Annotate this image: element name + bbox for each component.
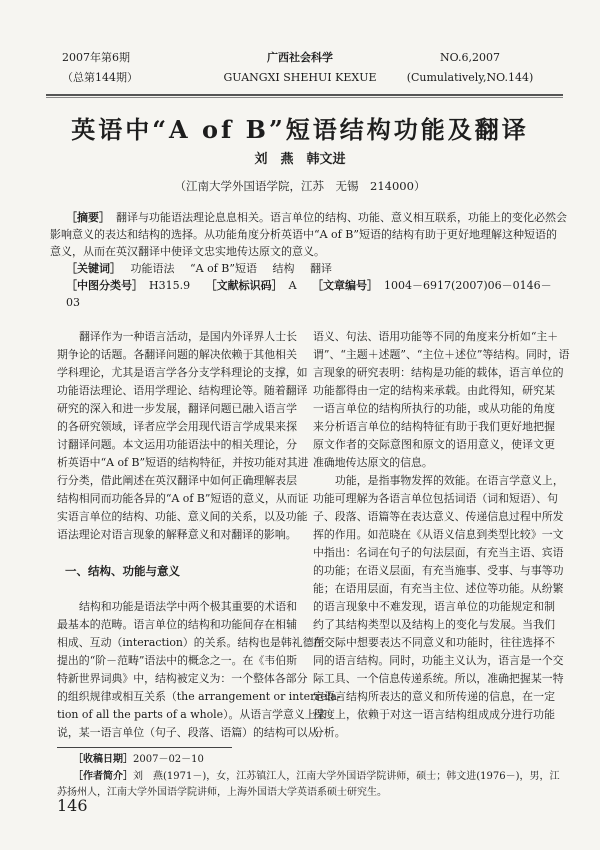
author-bio-line [57, 769, 560, 786]
section-heading: 一、结构、功能与意义 [65, 564, 180, 578]
text-line: 言现象的研究表明：结构是功能的载体，语言单位的 [313, 366, 564, 379]
issue-info-cn [62, 48, 138, 88]
text-line: 的组织规律或相互关系（the arrangement or interrela- [57, 690, 341, 703]
right-column [313, 328, 570, 742]
journal-name-en: GUANGXI SHEHUI KEXUE [223, 71, 377, 84]
paragraph [313, 472, 564, 742]
article-title: 英语中“A of B”短语结构功能及翻译 [71, 115, 529, 144]
keyword: 翻译 [309, 262, 332, 275]
text-line: 分析。 [313, 726, 346, 739]
bio-text: 刘 燕(1971－)，女，江苏镇江人，江南大学外国语学院讲师，硕士；韩文进(1976－)，男，江 [133, 770, 560, 782]
text-line: 在交际中想要表达不同意义和功能时，往往选择不 [313, 636, 555, 649]
text-line: 一语言单位的结构所执行的功能，或从功能的角度 [313, 402, 555, 415]
clc-value: H315.9 [149, 279, 191, 292]
text-line: 翻译作为一种语言活动，是国内外译界人士长 [79, 330, 297, 343]
footnote-rule [57, 747, 232, 748]
text-line: 功能可理解为各语言单位包括词语（词和短语）、句 [313, 492, 559, 505]
text-line: 子、段落、语篇等在表达意义、传递信息过程中所发 [313, 510, 564, 523]
text-line: 的各研究领域，译者应学会用现代语言学成果来探 [57, 420, 297, 433]
article-no-label: ［文章编号］ [312, 279, 379, 292]
issue-info-en [400, 48, 540, 88]
cumulative-issue-cn: （总第144期） [62, 71, 138, 84]
footnotes [57, 752, 560, 802]
text-line: 结构相同而功能各异的“A of B”短语的意义，从而证 [57, 492, 309, 505]
text-line: 挥的作用。如范晓在《从语义信息到类型比较》一文 [313, 528, 564, 541]
text-line: 功能，是指事物发挥的效能。在语言学意义上， [335, 474, 564, 487]
received-label: ［收稿日期］ [73, 754, 133, 765]
article-authors: 刘 燕 韩文进 [254, 152, 346, 167]
article-no-value: 1004－6917(2007)06－0146－03 [66, 279, 552, 309]
text-line: 相成、互动（interaction）的关系。结构也是韩礼德所 [57, 636, 325, 649]
header-rule [46, 94, 563, 96]
text-line: 准确地传达原文的信息。 [313, 456, 433, 469]
issue-number-cn: 2007年第6期 [62, 51, 130, 64]
text-line: 来分析语言单位的结构特征有助于我们更好地把握 [313, 420, 555, 433]
text-line: 定语言结构所表达的意义和所传递的信息，在一定 [313, 690, 555, 703]
keyword: 结构 [272, 262, 295, 275]
cumulative-issue-en: (Cumulatively,NO.144) [406, 71, 534, 84]
text-line: 说，某一语言单位（句子、段落、语篇）的结构可以从 [57, 726, 319, 739]
abstract-label: ［摘要］ [66, 211, 110, 224]
abstract-line [50, 209, 567, 226]
bio-label: ［作者简介］ [73, 770, 133, 782]
text-line: 析英语中“A of B”短语的结构特征，并按功能对其进 [57, 456, 309, 469]
header-rule-thin [46, 97, 563, 98]
text-line: tion of all the parts of a whole）。从语言学意义上来 [57, 708, 327, 721]
abstract-block [50, 209, 567, 311]
text-line: 程度上，依赖于对这一语言结构组成成分进行功能 [313, 708, 555, 721]
text-line: 行分类，借此阐述在英汉翻译中如何正确理解表层 [57, 474, 297, 487]
keyword: “A of B”短语 [190, 262, 257, 275]
text-line: 期争论的话题。各翻译问题的解决依赖于其他相关 [57, 348, 297, 361]
received-date-line [57, 752, 555, 769]
keywords-label: ［关键词］ [66, 262, 121, 275]
doc-code-label: ［文献标识码］ [205, 279, 283, 292]
abstract-line: 影响意义的表达和结构的选择。从功能角度分析英语中“A of B”短语的结构有助于更好地理解这种短语的 [50, 228, 557, 241]
text-line: 原文作者的交际意图和原文的语用意义，使译文更 [313, 438, 555, 451]
text-line: 能；在语用层面，有充当主位、述位等功能。从纷繁 [313, 582, 564, 595]
text-line: 语法理论对语言现象的解释意义和对翻译的影响。 [57, 528, 297, 541]
text-line: 际工具、一个信息传递系统。所以，准确把握某一特 [313, 672, 564, 685]
issue-number-en: NO.6,2007 [440, 51, 500, 64]
author-affiliation: （江南大学外国语学院，江苏 无锡 214000） [174, 179, 426, 193]
text-line: 讨翻译问题。本文运用功能语法中的相关理论，分 [57, 438, 297, 451]
text-line: 提出的“阶－范畴”语法中的概念之一。在《韦伯斯 [57, 654, 297, 667]
text-line: 约了其结构类型以及结构上的变化与发展。当我们 [313, 618, 555, 631]
text-line: 语义、句法、语用功能等不同的角度来分析如“主＋ [313, 330, 559, 343]
author-bio-line: 苏扬州人，江南大学外国语学院讲师，上海外国语大学英语系硕士研究生。 [57, 787, 387, 798]
text-line: 同的语言结构。同时，功能主义认为，语言是一个交 [313, 654, 564, 667]
text-line: 特新世界词典》中，结构被定义为：一个整体各部分 [57, 672, 308, 685]
keyword: 功能语法 [130, 262, 175, 275]
paragraph [57, 328, 309, 544]
clc-label: ［中图分类号］ [66, 279, 143, 292]
abstract-text: 翻译与功能语法理论息息相关。语言单位的结构、功能、意义相互联系，功能上的变化必然会 [116, 211, 567, 224]
text-line: 实语言单位的结构、功能、意义间的关系，以及功能 [57, 510, 308, 523]
doc-code-value: A [288, 279, 297, 292]
keywords-line [50, 260, 555, 277]
text-line: 功能都得由一定的结构来承载。由此得知，研究某 [313, 384, 555, 397]
left-column [57, 328, 341, 742]
received-date: 2007－02－10 [133, 754, 204, 765]
text-line: 结构和功能是语法学中两个极其重要的术语和 [79, 600, 297, 613]
abstract-line: 意义，从而在英汉翻译中使译文忠实地传达原文的意义。 [50, 245, 325, 258]
journal-name-cn: 广西社会科学 [267, 51, 333, 64]
text-line: 学科理论，尤其是语言学各分支学科理论的支撑，如 [57, 366, 308, 379]
paragraph [313, 328, 570, 472]
text-line: 的语言现象中不难发现，语言单位的功能规定和制 [313, 600, 555, 613]
text-line: 研究的深入和进一步发展，翻译问题已融入语言学 [57, 402, 297, 415]
text-line: 谓”、“主题＋述题”、“主位＋述位”等结构。同时，语 [313, 348, 570, 361]
text-line: 的功能；在语义层面，有充当施事、受事、与事等功 [313, 564, 564, 577]
text-line: 功能语法理论、语用学理论、结构理论等。随着翻译 [57, 384, 308, 397]
text-line: 最基本的范畴。语言单位的结构和功能间存在相辅 [57, 618, 297, 631]
journal-name [200, 48, 400, 88]
classification-line [50, 277, 555, 311]
text-line: 中指出：名词在句子的句法层面，有充当主语、宾语 [313, 546, 564, 559]
page-number: 146 [57, 796, 88, 815]
